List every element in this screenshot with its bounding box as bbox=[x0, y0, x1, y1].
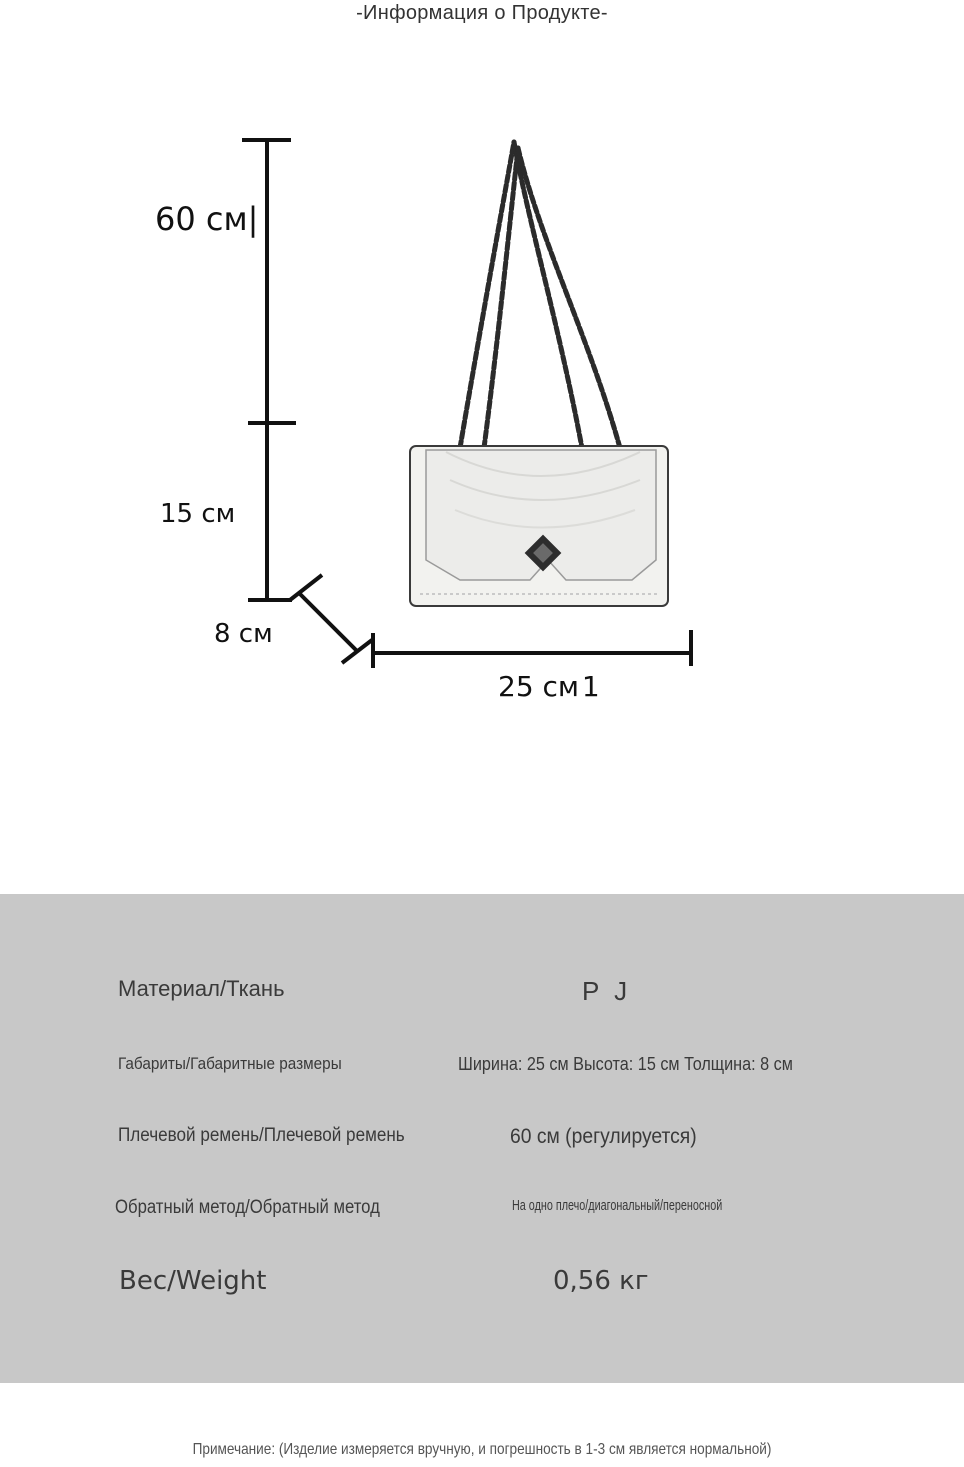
spec-table bbox=[0, 894, 964, 1383]
spec-label: Габариты/Габаритные размеры bbox=[118, 1054, 342, 1073]
spec-value: На одно плечо/диагональный/переносной bbox=[512, 1197, 723, 1214]
spec-label: Материал/Ткань bbox=[118, 976, 285, 1001]
measurement-note: Примечание: (Изделие измеряется вручную, и погрешность в 1-3 см является нормальной) bbox=[192, 1441, 772, 1458]
spec-row-dimensions bbox=[0, 1054, 964, 1104]
spec-value: 60 см (регулируется) bbox=[510, 1125, 697, 1148]
depth-label: 8 см bbox=[214, 619, 273, 649]
chain-strap-image bbox=[460, 142, 620, 448]
width-label: 25 см 1 bbox=[498, 670, 600, 703]
strap-length-label: 60 см| bbox=[155, 200, 259, 238]
spec-value: P J bbox=[582, 976, 632, 1006]
spec-row-strap bbox=[0, 1125, 964, 1175]
spec-label: Обратный метод/Обратный метод bbox=[115, 1197, 380, 1218]
depth-dimension-line bbox=[290, 575, 372, 663]
spec-value: 0,56 кг bbox=[553, 1266, 649, 1296]
width-dimension-line bbox=[372, 630, 692, 668]
spec-row-material bbox=[0, 976, 964, 1026]
height-label: 15 см bbox=[160, 499, 236, 529]
spec-row-carry-method bbox=[0, 1197, 964, 1247]
spec-row-weight bbox=[0, 1266, 964, 1316]
handbag-image bbox=[410, 446, 668, 606]
spec-label: Вес/Weight bbox=[119, 1266, 267, 1296]
spec-value: Ширина: 25 см Высота: 15 см Толщина: 8 см bbox=[458, 1054, 793, 1074]
page-title: -Информация о Продукте- bbox=[356, 2, 608, 24]
spec-label: Плечевой ремень/Плечевой ремень bbox=[118, 1125, 405, 1146]
